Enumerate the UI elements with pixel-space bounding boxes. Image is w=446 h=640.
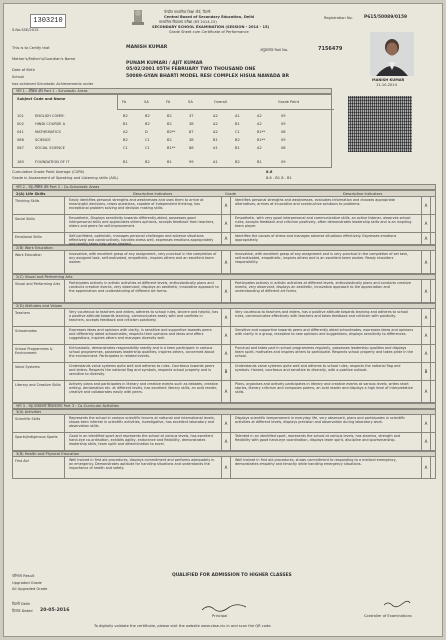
exam-hindi: माध्यमिक विद्यालय परीक्षा (सत्र 2014-15) [159, 20, 217, 24]
descriptive-head-left: Descriptive Indicators [133, 192, 173, 196]
subject-grade: B2 [235, 138, 240, 142]
descriptive-indicator-right: Identifies personal strengths and weaknesses, evaluates information and chooses appropriate alternatives, arrives at innovative and constructive solutions to problems. [235, 198, 396, 207]
subject-grade: A2 [257, 114, 262, 118]
subject-grade: B1 [235, 122, 240, 126]
descriptive-indicator-left: Well trained in first aid procedures, displays commitment and performs adequately in an emergency. Demonstrates aptitude for handling situations and understands the importance of health and safety. [69, 458, 215, 471]
descriptive-row [12, 363, 436, 381]
descriptive-indicator-left: Innovative, with excellent grasp of any assignment, very punctual in the completion of any assigned task, self-motivated, empathetic, inspires others and an excellent team worker. [69, 252, 217, 265]
descriptive-row [12, 309, 436, 327]
col-head-sa1: SA [144, 100, 149, 104]
subject-row [13, 137, 333, 144]
grade-right: A [421, 197, 431, 214]
board-hindi: केन्द्रीय माध्यमिक शिक्षा बोर्ड, दिल्ली [164, 10, 211, 14]
grade-col-heads [117, 95, 334, 110]
subject-grade: B1 [257, 160, 262, 164]
subject-grade: 09 [281, 138, 286, 142]
subject-row [13, 113, 333, 120]
descriptive-indicator-right: Talented in an identified sport, represents the school at various levels, has stamina, strength and flexibility with good hand-eye coordination, displays team spirit, discipline and sportsmanship. [235, 434, 401, 443]
row-label-cell [13, 197, 65, 214]
subject-grade: 09 [281, 160, 286, 164]
descriptive-indicator-left: Self-confident, optimistic, manages personal challenges and adverse situations effectively and constructively, handles stress well, expresses emotions appropriately and readily takes help when needed. [69, 234, 214, 247]
row-label-cell [13, 363, 65, 380]
descriptive-row [12, 457, 436, 479]
row-label: Sports/Indigenous Sports [15, 435, 58, 439]
subject-grade: B1 [213, 138, 218, 142]
grade-left: A [221, 415, 231, 432]
subject-grade: A1 [213, 160, 218, 164]
all-upgraded-label: All Upgraded Grade [12, 587, 48, 591]
row-label-cell [13, 215, 65, 232]
subject-head: Subject Code and Name [17, 97, 66, 101]
subject-grade: B1** [257, 130, 266, 134]
coscholastic-title: भाग 2 - सह-शैक्षिक क्षेत्र Part 2 : Co-Scholastic Areas [12, 184, 436, 190]
grade-left: A [221, 327, 231, 344]
subject-grade: B2 [145, 160, 150, 164]
col-head-sa2: SA [188, 100, 193, 104]
col-head-fa2: FA [166, 100, 171, 104]
grade-left: A [221, 345, 231, 362]
subject-grade: B1** [167, 146, 176, 150]
row-label: Schoolmates [15, 329, 37, 333]
subject-grade: B2 [167, 122, 172, 126]
subject-name: FOUNDATION OF IT [35, 160, 70, 164]
descriptive-head-right: Descriptive Indicators [343, 192, 383, 196]
subject-grade: B1 [123, 160, 128, 164]
descriptive-row [12, 345, 436, 363]
subject-grade: 38 [189, 122, 194, 126]
row-label-cell [13, 251, 65, 273]
grade-right: A [421, 457, 431, 478]
grade-right: A [421, 233, 431, 244]
grade-right: A [421, 327, 431, 344]
mother-father-name: PUNAM KUMARI / AJIT KUMAR [126, 61, 203, 66]
subject-row [13, 145, 333, 152]
descriptive-row [12, 415, 436, 433]
result-value: QUALIFIED FOR ADMISSION TO HIGHER CLASSES [172, 573, 292, 578]
student-name: MANISH KUMAR [126, 45, 168, 50]
section-header: 2(D) Attitudes and Values [12, 303, 436, 309]
verify-note: To digitally validate the certificate, please visit the website www.cbse.nic.in and scan the QR code. [94, 624, 272, 628]
row-label-cell [13, 433, 65, 450]
row-label: School Programmes & Environment [15, 347, 53, 356]
date-label: दिनांक Dated [12, 609, 33, 613]
descriptive-row [12, 233, 436, 245]
subject-code: 087 [17, 146, 24, 150]
subject-name: HINDI COURSE A [35, 122, 66, 126]
photo-caption: MANISH KUMAR [372, 78, 405, 82]
emblem-icon [130, 8, 146, 28]
subject-grade: B1 [123, 122, 128, 126]
subject-grade: A1 [213, 146, 218, 150]
grade-right: A [421, 381, 431, 402]
subject-grade: A1 [235, 114, 240, 118]
subject-grade: A2 [123, 130, 128, 134]
section-header: भाग 3 - सह-पाठ्यचर्या क्रियाकलाप Part 3 : Co-Curricular Activities [12, 403, 436, 409]
descriptive-indicator-left: Empathetic, Displays sensitivity towards differently-abled, possesses good interpersonal skills and appreciates others opinions, accepts feedback from teachers, elders and peers for self-improvement. [69, 216, 215, 229]
subject-row [13, 159, 333, 166]
subject-grade: B2 [145, 114, 150, 118]
cgpa-label: Cumulative Grade Point Average (CGPA) [12, 170, 85, 174]
grade-left: A [221, 251, 231, 273]
grade-left: A [221, 280, 231, 302]
section-header: 3(B) Health and Physical Education [12, 451, 436, 457]
subject-code: 041 [17, 130, 24, 134]
upgraded-cgpa: 8.6 - B1 8 - B1 [266, 176, 292, 180]
descriptive-indicator-left: Understands value systems quite well and adheres to rules. Courteous towards peers and elders. Respects the national flag and symbols, respects school property and is sensitive to diversity. [69, 364, 215, 377]
section-header: 3(A) Activities [12, 409, 436, 415]
subject-grade: A2 [257, 146, 262, 150]
row-label: Value Systems [15, 365, 40, 369]
exam-name: SECONDARY SCHOOL EXAMINATION (SESSION - 2014 - 15) [152, 25, 270, 29]
grade-left: A [221, 457, 231, 478]
subject-grade: A2 [257, 122, 262, 126]
upgraded-grade-label: Upgraded Grade [12, 581, 42, 585]
exam-subtitle: Grade Sheet cum Certificate of Performance [169, 30, 249, 34]
subject-grade: 88 [189, 146, 194, 150]
grade-right: A [421, 280, 431, 302]
row-label: First Aid [15, 459, 29, 463]
subject-grade: 08 [281, 146, 286, 150]
subject-grade: A2 [213, 114, 218, 118]
subject-grade: B2 [145, 122, 150, 126]
descriptive-row [12, 215, 436, 233]
descriptive-indicator-left: Represents the school in various scientific forums at national and international levels, shows keen interest in scientific activities, investigative, has excellent laboratory and observation skills. [69, 416, 215, 429]
subject-code: 002 [17, 122, 24, 126]
grade-left: A [221, 309, 231, 326]
row-label-cell [13, 381, 65, 402]
student-photo-icon [370, 32, 414, 76]
subject-grade: B2 [123, 138, 128, 142]
descriptive-indicator-right: Displays scientific temperament in everyday life, very observant, plans and participates in scientific activities at different levels, displays precision and observation during laboratory work. [235, 416, 406, 425]
subject-name: MATHEMATICS [35, 130, 61, 134]
subject-grade: 09 [281, 122, 286, 126]
grade-head-left: Grade [225, 192, 236, 196]
grade-right: A [421, 215, 431, 232]
row-label: Work Education [15, 253, 42, 257]
subject-name: SOCIAL SCIENCE [35, 146, 65, 150]
grade-left: A [221, 233, 231, 244]
date-of-birth: 05/02/2001 05TH FEBRUARY TWO THOUSAND ONE [126, 67, 256, 72]
issue-date: 20-05-2016 [40, 608, 70, 613]
descriptive-row [12, 197, 436, 215]
descriptive-row [12, 381, 436, 403]
subject-name: SCIENCE [35, 138, 51, 142]
subject-grade: 37 [189, 114, 194, 118]
row-label: Literary and Creative Skills [15, 383, 61, 387]
descriptive-indicator-left: Actively plans and participates in literary and creative events such as debates, creative writing, declamation etc. at different levels, has excellent literary skills, an avid reader, creative and collaborates easily with peers. [69, 382, 218, 395]
grade-sheet [3, 3, 443, 637]
row-label-cell [13, 309, 65, 326]
board-name: Central Board of Secondary Education, Delhi [164, 15, 255, 19]
descriptive-indicator-left: Participates actively in artistic activities at different levels, enthusiastically plans and conducts creative events, very observant, displays an aesthetic, innovative approach to the appreciation and understanding of different art forms. [69, 281, 219, 294]
grade-left: B [221, 363, 231, 380]
scheme-label: has achieved Scholastic Achievements under [12, 82, 94, 86]
subject-grade: B2 [235, 160, 240, 164]
row-label: Thinking Skills [15, 199, 40, 203]
subject-grade: D [145, 130, 148, 134]
descriptive-indicator-right: Sensitive and supportive towards peers and differently abled schoolmates, expresses ideas and opinions with clarity in a group, receptive to new opinions and suggestions, displays sensitivity to differences. [235, 328, 414, 337]
row-label: Emotional Skills [15, 235, 42, 239]
col-head-overall: Overall [214, 100, 227, 104]
subject-grade: 38 [189, 138, 194, 142]
subject-grade: C1 [145, 138, 150, 142]
certify-label: This is to Certify that [12, 46, 50, 50]
controller-label: Controller of Examinations [364, 614, 412, 618]
descriptive-row [12, 280, 436, 303]
subject-grade: B2 [167, 138, 172, 142]
sno-label: S.No.SSE/2015 [12, 28, 39, 32]
row-label: Scientific Skills [15, 417, 41, 421]
grade-right: A [421, 433, 431, 450]
descriptive-indicator-left: Easily identifies personal strengths and weaknesses and uses them to arrive at meaningful decisions, raises questions, capable of independent thinking, has exceptional problem solving and decision making skills. [69, 198, 204, 211]
subject-row [13, 129, 333, 136]
subject-grade: 09 [281, 114, 286, 118]
descriptive-indicator-right: Identifies the causes of stress and manages adverse situations effectively. Expresses emotions appropriately. [235, 234, 397, 243]
descriptive-indicator-right: Plans, organises and actively participates in literary and creative events at various levels, writes short stories, literary criticism and composes poems, an avid reader and displays a high level of interpretative skills. [235, 382, 413, 395]
cgpa-value: 8.6 [266, 170, 273, 174]
descriptive-indicator-left: Enthusiastic, demonstrates responsibility readily and is a keen participant in various school programmes, possesses leadership qualities, inspires others, concerned about the environment. Participates in related events. [69, 346, 215, 359]
row-label: Teachers [15, 311, 30, 315]
grade-right: A [421, 309, 431, 326]
life-skills-head: 2(A) Life Skills [16, 192, 46, 196]
mother-father-label: Mother's/Father's/Guardian's Name [12, 57, 76, 61]
col-head-fa1: FA [122, 100, 127, 104]
row-label-cell [13, 233, 65, 244]
grade-left: A [221, 381, 231, 402]
life-skills-header [12, 190, 436, 197]
asl-note: Grade in Assessment of Speaking and Listening skills (ASL) [12, 176, 119, 180]
descriptive-indicator-right: Innovative, with excellent grasp of any assignment and is very punctual in the completion of set task, self-motivated, empathetic, inspires others and is an excellent team worker. Ready shoulders responsibility. [235, 252, 409, 265]
principal-label: Principal [212, 614, 228, 618]
descriptive-indicator-right: Understands value systems quite well and adheres to school rules, respects the national flag and symbols. Honest, courteous and sensitive to diversity, with a positive outlook. [235, 364, 401, 373]
subject-grade: B2 [123, 114, 128, 118]
grade-left: A [221, 215, 231, 232]
descriptive-indicator-right: Very courteous to teachers and elders, has a positive attitude towards learning and adheres to school rules, communicates effectively with teachers and takes feedback and criticism with positivity. [235, 310, 409, 319]
row-label-cell [13, 327, 65, 344]
row-label-cell [13, 457, 65, 478]
result-label: परिणाम Result [12, 574, 35, 578]
descriptive-row [12, 433, 436, 451]
descriptive-indicator-right: Empathetic, with very good interpersonal and communicative skills, an active listener, observes school rules, accepts feedback and criticism positively, often demonstrates leadership skills and is an inspiring team player. [235, 216, 412, 229]
grade-left: A [221, 197, 231, 214]
subject-grade: B2** [167, 130, 176, 134]
scholastic-table [12, 94, 332, 168]
principal-signature-icon [200, 604, 250, 612]
row-label-cell [13, 280, 65, 302]
subject-grade: 87 [189, 130, 194, 134]
subject-grade: B1 [167, 160, 172, 164]
subject-grade: C1 [145, 146, 150, 150]
grade-left: A [221, 433, 231, 450]
subject-row [13, 121, 333, 128]
controller-signature-icon [382, 600, 412, 608]
photo-date: 11-10-2014 [376, 83, 397, 87]
subject-grade: C1 [123, 146, 128, 150]
roll-number: 7156479 [318, 46, 343, 52]
reg-label: Registration No. [324, 16, 353, 20]
section-header: 2(B) Work Education [12, 245, 436, 251]
descriptive-row [12, 251, 436, 274]
section-header: 2(C) Visual and Performing Arts [12, 274, 436, 280]
descriptive-indicator-right: Punctual and takes part in school programmes regularly, possesses leadership qualities and displays team spirit, motivates and inspires others to participate. Respects school property and takes pride in the school. [235, 346, 414, 359]
scholastic-title: भाग 1 - शैक्षिक क्षेत्र Part 1 : Scholastic Areas [16, 89, 88, 93]
subject-grade: A2 [213, 130, 218, 134]
col-head-grade-point: Grade Point [278, 100, 300, 104]
subject-grade: B1** [257, 138, 266, 142]
descriptive-indicator-right: Participates actively in artistic activities at different levels, enthusiastically plans and conducts creative events, very observant, displays an aesthetic, innovative approach to the appreciation and understanding of different art forms. [235, 281, 411, 294]
grade-right: B [421, 363, 431, 380]
school-label: School [12, 75, 24, 79]
subject-grade: A2 [213, 122, 218, 126]
descriptive-indicator-left: Good in an identified sport and represents the school at various levels, has excellent hand-eye co-ordination, exhibits agility, endurance and flexibility, demonstrates leadership skills, team spirit and determination to excel. [69, 434, 213, 447]
school-name: 50089-GYAN BHARTI MODEL RESI COMPLEX HISUA NAWADA BR [126, 74, 290, 79]
subject-grade: B1 [235, 146, 240, 150]
row-label-cell [13, 415, 65, 432]
subject-grade: 08 [281, 130, 286, 134]
subject-code: 086 [17, 138, 24, 142]
row-label: Visual and Performing Arts [15, 282, 61, 286]
subject-grade: B2 [167, 114, 172, 118]
subject-name: ENGLISH COMM. [35, 114, 65, 118]
descriptive-indicator-left: Very courteous to teachers and elders, adheres to school rules, sincere and helpful, has a positive attitude towards learning, communicates easily with and confides in teachers, accepts feedback and criticism positively. [69, 310, 219, 323]
student-photo [370, 32, 414, 76]
descriptive-indicator-left: Expresses ideas and opinions with clarity, is sensitive and supportive towards peers and differently abled schoolmates, respects their opinions and ideas and offers suggestions, inspires others and manages diversity well. [69, 328, 212, 341]
grade-right: A [421, 415, 431, 432]
roll-label: अनुक्रमांक Roll No. [260, 48, 289, 52]
subject-grade: C1 [235, 130, 240, 134]
grade-right: A [421, 345, 431, 362]
subject-grade: 99 [189, 160, 194, 164]
descriptive-indicator-right: Well trained in first aid procedures, shows commitment to responding to a medical emergency, demonstrates empathy and tenacity while handling emergency situations. [235, 458, 397, 467]
descriptive-row [12, 327, 436, 345]
subject-code: 165 [17, 160, 24, 164]
serial-number: 1303210 [30, 14, 66, 28]
reg-number: P615/50089/0159 [364, 15, 408, 20]
row-label: Social Skills [15, 217, 35, 221]
qr-code [348, 96, 412, 152]
dob-label: Date of Birth [12, 68, 35, 72]
grade-right: A [421, 251, 431, 273]
subject-code: 101 [17, 114, 24, 118]
row-label-cell [13, 345, 65, 362]
place-label: दिल्ली Delhi [12, 602, 31, 606]
